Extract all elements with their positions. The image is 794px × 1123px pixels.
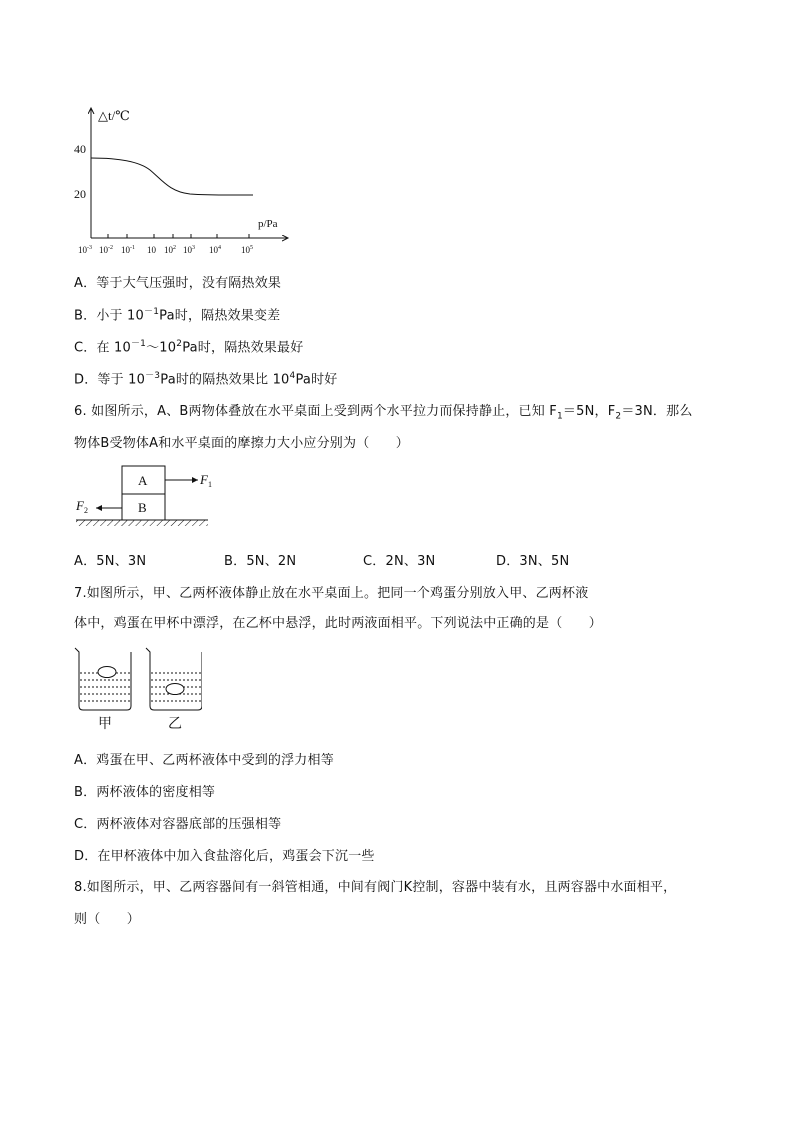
q5-option-c: C．在 $10^{-1}\sim 10^2Pa$时，隔热效果最好 [74, 339, 304, 356]
block-a-label: A [138, 473, 148, 488]
x-tick-label: $10^{-3}$ [78, 245, 92, 255]
y-tick-label: 20 [74, 187, 86, 201]
pressure-insulation-graph [70, 100, 300, 260]
q6-blocks-figure [72, 462, 222, 532]
q6-option-d: D．3N、5N [496, 554, 570, 569]
q5-option-d: D．等于 $10^{-3}Pa$时的隔热效果比 $10^4Pa$时好 [74, 371, 338, 388]
x-tick-label: $10^3$ [183, 245, 195, 255]
block-b-label: B [138, 500, 147, 515]
q7-option-b: B．两杯液体的密度相等 [74, 785, 216, 800]
cup-jia [75, 648, 131, 710]
q5-option-a: A．等于大气压强时，没有隔热效果 [74, 276, 282, 291]
x-axis-label: p/Pa [258, 218, 278, 230]
q7-option-c: C．两杯液体对容器底部的压强相等 [74, 817, 282, 832]
x-tick-label: $10^{-2}$ [99, 245, 113, 255]
force-f2-label: $F_2$ [76, 498, 88, 515]
q7-option-a: A．鸡蛋在甲、乙两杯液体中受到的浮力相等 [74, 753, 334, 768]
q6-option-c: C．2N、3N [363, 554, 436, 569]
q8-stem-line2: 则（ ） [74, 912, 141, 927]
egg-floating [98, 667, 116, 678]
x-tick-label: 10 [147, 245, 156, 255]
q7-stem-line2: 体中，鸡蛋在甲杯中漂浮，在乙杯中悬浮，此时两液面相平。下列说法中正确的是（ ） [74, 616, 603, 631]
curve [91, 158, 253, 195]
force-f1-label: $F_1$ [200, 472, 212, 489]
table-hatching [76, 520, 208, 526]
q8-stem-line1: 8.如图所示，甲、乙两容器间有一斜管相通，中间有阀门K控制，容器中装有水，且两容器中水面相平， [74, 880, 677, 895]
q6-option-b: B．5N、2N [224, 554, 297, 569]
cup-label-yi: 乙 [168, 717, 182, 732]
egg-suspended [166, 684, 184, 695]
y-tick-label: 40 [74, 142, 86, 156]
q6-option-a: A．5N、3N [74, 554, 147, 569]
x-tick-label: $10^5$ [241, 245, 253, 255]
x-tick-label: $10^2$ [164, 245, 176, 255]
x-tick-label: $10^4$ [209, 245, 221, 255]
cup-label-jia: 甲 [98, 717, 112, 732]
q7-cups-figure [72, 644, 202, 734]
x-tick-marks [91, 234, 249, 238]
y-axis-label: △t/℃ [98, 108, 130, 123]
q6-stem-line1: 6. 如图所示，A、B两物体叠放在水平桌面上受到两个水平拉力而保持静止，已知 $F_1=5N$，$F_2=3N$．那么 [74, 404, 693, 422]
x-tick-label: $10^{-1}$ [121, 245, 135, 255]
q5-option-b: B．小于 $10^{-1}Pa$时，隔热效果变差 [74, 307, 281, 324]
q7-stem-line1: 7.如图所示，甲、乙两杯液体静止放在水平桌面上。把同一个鸡蛋分别放入甲、乙两杯液 [74, 586, 589, 601]
cup-yi [146, 648, 202, 710]
q6-stem-line2: 物体B受物体A和水平桌面的摩擦力大小应分别为（ ） [74, 436, 410, 451]
q7-option-d: D．在甲杯液体中加入食盐溶化后，鸡蛋会下沉一些 [74, 849, 375, 864]
